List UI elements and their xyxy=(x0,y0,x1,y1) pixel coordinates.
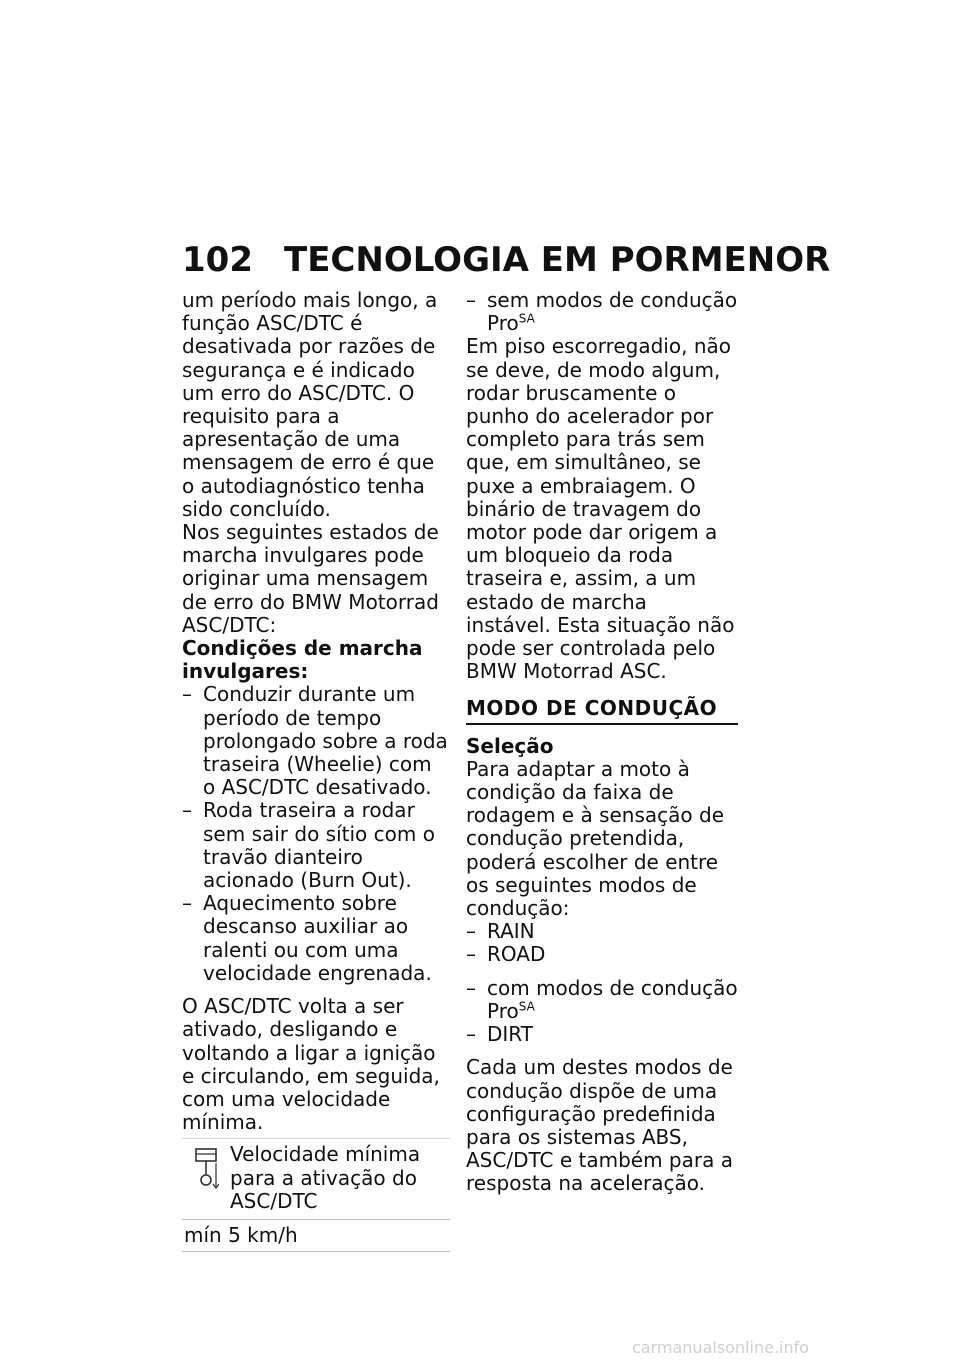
paragraph: O ASC/DTC volta a ser ativado, desligando e voltando a ligar a ignição e circulando, em seguida, com uma velocidade mínima. xyxy=(182,994,440,1135)
list-item: – com modos de condução Pro$^{SA}$ xyxy=(466,975,738,1023)
spec-table xyxy=(182,1138,450,1252)
list-item: – sem modos de condução Pro$^{SA}$ xyxy=(466,288,738,336)
piston-icon xyxy=(182,1143,230,1195)
chapter-title: TECNOLOGIA EM PORMENOR xyxy=(284,240,831,280)
section-title: MODO DE CONDUÇÃO xyxy=(466,697,738,724)
list-item: – Roda traseira a rodar sem sair do sítio com o travão dianteiro acionado (Burn Out). xyxy=(182,798,435,893)
paragraph: Nos seguintes estados de marcha invulgares pode originar uma mensagem de erro do BMW Motorrad ASC/DTC: xyxy=(182,520,439,637)
list-item: – RAIN xyxy=(466,919,535,944)
right-column xyxy=(466,289,738,1196)
list-item: – Conduzir durante um período de tempo prolongado sobre a roda traseira (Wheelie) com o ASC/DTC desativado. xyxy=(182,682,448,800)
list-item: – Aquecimento sobre descanso auxiliar ao ralenti ou com uma velocidade engrenada. xyxy=(182,891,432,985)
left-column xyxy=(182,289,450,1252)
list-item: – ROAD xyxy=(466,942,546,967)
list-item: – DIRT xyxy=(466,1022,533,1047)
spec-header xyxy=(182,1138,450,1219)
paragraph: Cada um destes modos de condução dispõe de uma configuração predefinida para os sistemas ABS, ASC/DTC e também para a resposta na aceleração. xyxy=(466,1055,733,1196)
spec-title: Velocidade mínima para a ativação do ASC/DTC xyxy=(230,1142,421,1213)
watermark[interactable]: carmanualsonline.info xyxy=(632,1338,810,1357)
subheading: Condições de marcha invulgares: xyxy=(182,636,423,684)
subheading: Seleção xyxy=(466,733,554,758)
paragraph: um período mais longo, a função ASC/DTC é desativada por razões de segurança e é indicado um erro do ASC/DTC. O requisito para a apresentação de uma mensagem de erro é que o autodiagnóstico tenha sido concluído. xyxy=(182,288,438,521)
page-number: 102 xyxy=(182,240,253,280)
sa-superscript: SA xyxy=(518,311,535,326)
spec-value: mín 5 km/h xyxy=(182,1219,450,1252)
paragraph: Em piso escorregadio, não se deve, de modo algum, rodar bruscamente o punho do acelerador por completo para trás sem que, em simultâneo, se puxe a embraiagem. O binário de travagem do motor pode dar origem a um bloqueio da roda traseira e, assim, a um estado de marcha instável. Esta situação não pode ser controlada pelo BMW Motorrad ASC. xyxy=(466,334,735,684)
paragraph: Para adaptar a moto à condição da faixa de rodagem e à sensação de condução pretendida, poderá escolher de entre os seguintes modos de condução: xyxy=(466,756,725,921)
sa-superscript: SA xyxy=(518,999,535,1014)
